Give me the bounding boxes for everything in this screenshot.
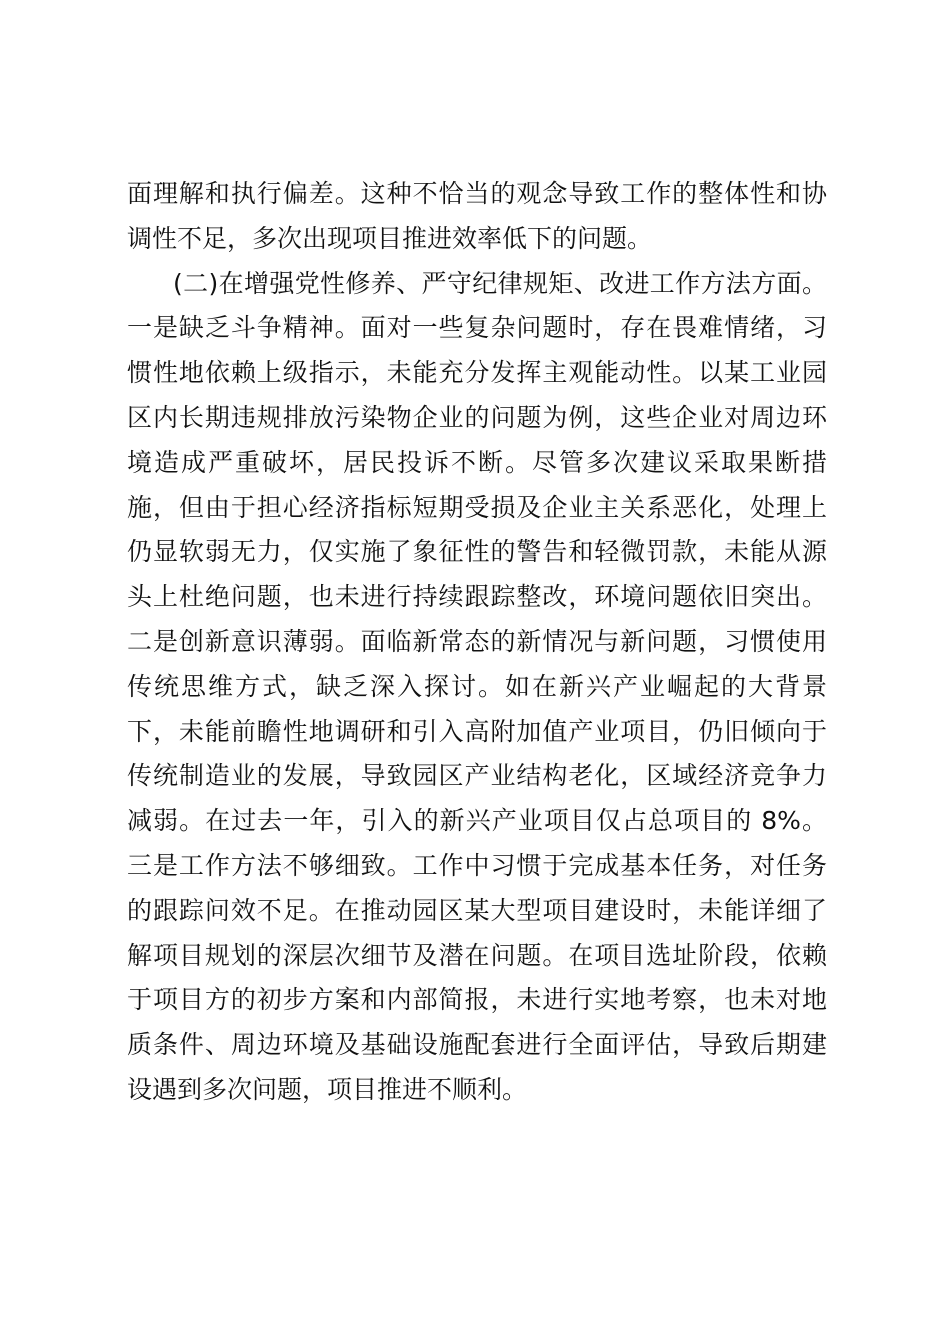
text-line-6: 区内长期违规排放污染物企业的问题为例，这些企业对周边环 <box>127 402 827 432</box>
text-line-4: 一是缺乏斗争精神。面对一些复杂问题时，存在畏难情绪，习 <box>127 313 827 343</box>
text-line-12: 传统思维方式，缺乏深入探讨。如在新兴产业崛起的大背景 <box>127 671 827 701</box>
text-line-14: 传统制造业的发展，导致园区产业结构老化，区域经济竞争力 <box>127 761 827 791</box>
text-line-11: 二是创新意识薄弱。面临新常态的新情况与新问题，习惯使用 <box>127 626 827 656</box>
text-line-10: 头上杜绝问题，也未进行持续跟踪整改，环境问题依旧突出。 <box>127 582 827 612</box>
section-heading-line: (二)在增强党性修养、严守纪律规矩、改进工作方法方面。 <box>173 268 827 298</box>
text-line-17: 的跟踪问效不足。在推动园区某大型项目建设时，未能详细了 <box>127 895 827 925</box>
text-line-2: 调性不足，多次出现项目推进效率低下的问题。 <box>127 223 653 253</box>
text-line-16: 三是工作方法不够细致。工作中习惯于完成基本任务，对任务 <box>127 850 827 880</box>
body-text <box>127 172 827 1113</box>
text-line-21: 设遇到多次问题，项目推进不顺利。 <box>127 1074 528 1104</box>
text-line-20: 质条件、周边环境及基础设施配套进行全面评估，导致后期建 <box>127 1030 827 1060</box>
text-line-8: 施，但由于担心经济指标短期受损及企业主关系恶化，处理上 <box>127 492 827 522</box>
text-line-1: 面理解和执行偏差。这种不恰当的观念导致工作的整体性和协 <box>127 179 827 208</box>
text-line-7: 境造成严重破坏，居民投诉不断。尽管多次建议采取果断措 <box>127 447 827 477</box>
text-line-18: 解项目规划的深层次细节及潜在问题。在项目选址阶段，依赖 <box>127 940 827 970</box>
text-line-5: 惯性地依赖上级指示，未能充分发挥主观能动性。以某工业园 <box>127 358 827 388</box>
text-line-15: 减弱。在过去一年，引入的新兴产业项目仅占总项目的 8%。 <box>127 806 827 836</box>
text-line-19: 于项目方的初步方案和内部简报，未进行实地考察，也未对地 <box>127 985 827 1015</box>
text-line-9: 仍显软弱无力，仅实施了象征性的警告和轻微罚款，未能从源 <box>127 537 827 567</box>
text-line-13: 下，未能前瞻性地调研和引入高附加值产业项目，仍旧倾向于 <box>127 716 827 746</box>
